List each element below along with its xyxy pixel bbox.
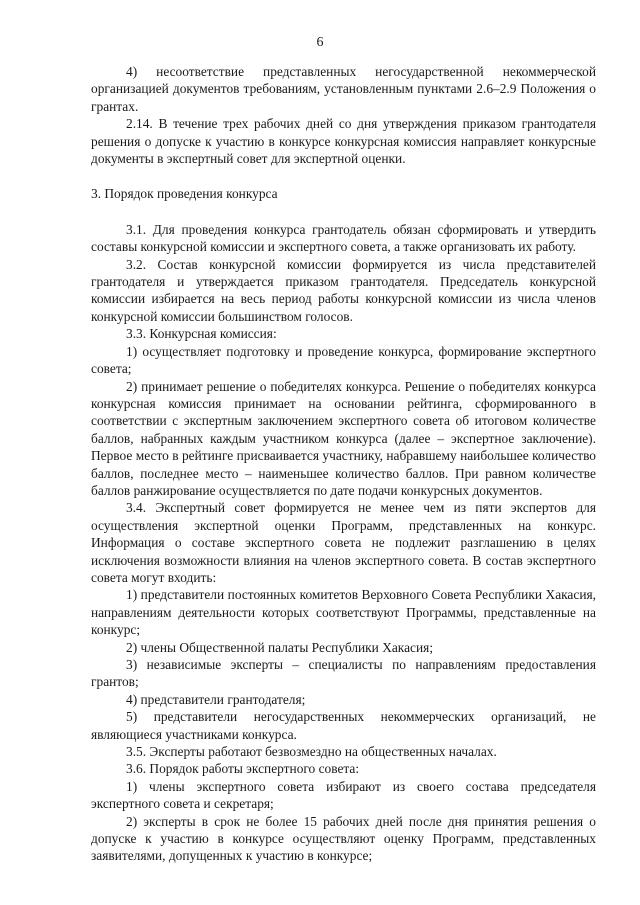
paragraph-2-14: 2.14. В течение трех рабочих дней со дня утверждения приказом грантодателя решения о допуске к участию в конкурсе конкурсная комиссия направляет конкурсные документы в экспертный совет для экспертной оценки.: [91, 116, 596, 167]
paragraph-3-5: 3.5. Эксперты работают безвозмездно на общественных началах.: [126, 744, 497, 760]
paragraph-3-4-item-5: 5) представители негосударственных некоммерческих организаций, не являющиеся участниками конкурса.: [91, 709, 596, 742]
paragraph-3-4-item-3: 3) независимые эксперты – специалисты по направлениям предоставления грантов;: [91, 657, 596, 690]
paragraph-3-1: 3.1. Для проведения конкурса грантодатель обязан сформировать и утвердить составы конкурсной комиссии и экспертного совета, а также организовать их работу.: [91, 221, 596, 255]
document-body: [91, 63, 596, 865]
paragraph-3-4-item-1: 1) представители постоянных комитетов Верховного Совета Республики Хакасия, направлениям деятельности которых соответствуют Программы, представленные на конкурс;: [91, 587, 596, 638]
paragraph-3-3-item-1: 1) осуществляет подготовку и проведение конкурса, формирование экспертного совета;: [91, 343, 596, 377]
paragraph-3-4-item-4: 4) представители грантодателя;: [126, 691, 306, 707]
paragraph-item-4-nonconformity: 4) несоответствие представленных негосударственной некоммерческой организацией документов требованиям, установленным пунктами 2.6–2.9 Положения о грантах.: [91, 64, 596, 114]
page-number: 6: [316, 35, 324, 50]
paragraph-3-4-item-2: 2) члены Общественной палаты Республики Хакасия;: [126, 639, 434, 655]
paragraph-3-3: 3.3. Конкурсная комиссия:: [126, 326, 277, 342]
paragraph-3-6: 3.6. Порядок работы экспертного совета:: [126, 761, 360, 777]
paragraph-3-6-item-2: 2) эксперты в срок не более 15 рабочих дней после дня принятия решения о допуске к участию в конкурсе осуществляют оценку Программ, представленных заявителями, допущенных к участию в конкурсе;: [91, 813, 596, 864]
paragraph-3-2: 3.2. Состав конкурсной комиссии формируется из числа представителей грантодателя и утверждается приказом грантодателя. Председатель конкурсной комиссии избирается на весь период работы конкурсной комиссии из числа членов конкурсной комиссии большинством голосов.: [91, 256, 596, 324]
paragraph-3-4: 3.4. Экспертный совет формируется не менее чем из пяти экспертов для осуществления экспертной оценки Программ, представленных на конкурс. Информация о составе экспертного совета не подлежит разглашению в целях исключения возможности влияния на членов экспертного совета. В состав экспертного совета могут входить:: [91, 500, 596, 585]
section-heading: 3. Порядок проведения конкурса: [91, 186, 278, 202]
paragraph-3-6-item-1: 1) члены экспертного совета избирают из своего состава председателя экспертного совета и секретаря;: [91, 778, 596, 812]
paragraph-3-3-item-2: 2) принимает решение о победителях конкурса. Решение о победителях конкурса конкурсная комиссия принимает на основании рейтинга, сформированного в соответствии с экспертным заключением экспертного совета об итоговом количестве баллов, набранных каждым участником конкурса (далее – экспертное заключение). Первое место в рейтинге присваивается участнику, набравшему наибольшее количество баллов, последнее место – наименьшее количество баллов. При равном количестве баллов ранжирование осуществляется по дате подачи конкурсных документов.: [91, 378, 596, 498]
